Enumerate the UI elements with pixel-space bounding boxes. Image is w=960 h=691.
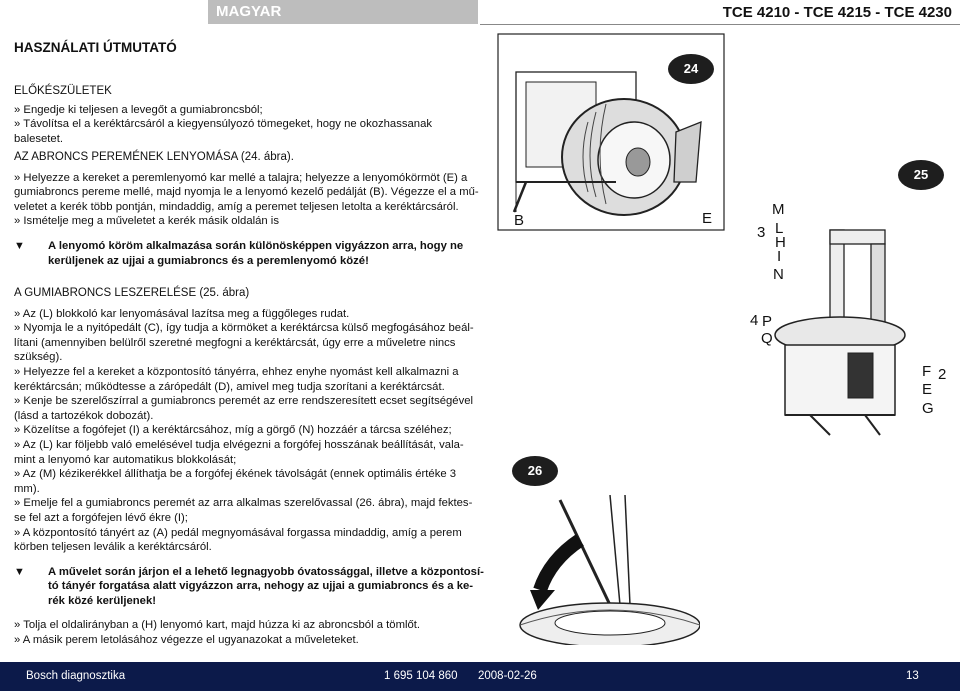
text-line: » A központosító tányért az (A) pedál megnyomásával forgassa mindaddig, amíg a perem [14,526,462,539]
figure-25-label-g: G [922,400,934,417]
figure-26-illustration [500,495,700,645]
warning-line: rék közé kerüljenek! [48,594,157,607]
demount-title: A GUMIABRONCS LESZERELÉSE (25. ábra) [14,287,250,299]
text-line: mint a lenyomó kar automatikus blokkolását; [14,453,237,466]
page-footer [0,662,960,691]
bead-break-section [14,150,484,268]
figure-25-label-i: I [777,248,782,265]
figure-25-label-e: E [922,381,933,398]
text-line: keréktárcsán; működtesse a zárópedált (D), amivel meg tudja szorítani a keréktárcsát. [14,380,445,393]
figure-24-badge: 24 [668,54,714,84]
text-line: » Helyezze a kereket a peremlenyomó kar mellé a talajra; helyezze a lenyomókörmöt (E) a [14,171,468,184]
figure-24-illustration [496,32,726,232]
text-line: » Tolja el oldalirányban a (H) lenyomó kart, majd húzza ki az abroncsból a tömlőt. [14,619,421,632]
figure-24-label-b: B [514,212,525,229]
prep-item: » Engedje ki teljesen a levegőt a gumiabroncsból; [14,103,263,116]
text-line: mm). [14,482,40,495]
text-line: » A másik perem letolásához végezze el ugyanazokat a műveleteket. [14,634,359,647]
text-line: » Az (L) blokkoló kar lenyomásával lazítsa meg a függőleges rudat. [14,307,350,320]
figure-24-label-e: E [702,210,713,227]
prep-title: ELŐKÉSZÜLETEK [14,85,112,97]
text-line: » Emelje fel a gumiabroncs peremét az arra alkalmas szerelővassal (26. ábra), majd fektes- [14,497,473,510]
document-title: HASZNÁLATI ÚTMUTATÓ [14,40,177,55]
warning-line: A lenyomó köröm alkalmazása során különösképpen vigyázzon arra, hogy ne [48,239,464,252]
footer-date: 2008-02-26 [478,670,537,682]
figure-25-label-q: Q [761,330,773,347]
demount-warning [14,565,484,609]
bead-break-title: AZ ABRONCS PEREMÉNEK LENYOMÁSA (24. ábra). [14,151,294,163]
text-line: » Az (L) kar följebb való emelésével tudja elvégezni a forgófej hosszának beállítását, vala- [14,438,464,451]
figure-25-label-2: 2 [938,366,947,383]
warning-line: kerüljenek az ujjai a gumiabroncs és a peremlenyomó közé! [48,254,369,267]
text-line: » Az (M) kézikerékkel állíthatja be a forgófej ékének távolságát (ennek optimális értéke 3 [14,468,457,481]
text-line: » Nyomja le a nyitópedált (C), így tudja a körmöket a keréktárcsa külső megfogásához beál- [14,322,474,335]
footer-company: Bosch diagnosztika [26,670,126,682]
text-line: lítani (amennyiben belülről szeretné megfogni a keréktárcsát, úgy erre a műveletre nincs [14,336,456,349]
figure-25-label-3: 3 [757,224,766,241]
warning-line: tó tányér forgatása alatt vigyázzon arra, nehogy az ujjai a gumiabroncs és a ke- [48,580,474,593]
language-label: MAGYAR [208,0,478,24]
text-line: » Kenje be szerelőszírral a gumiabroncs peremét az erre rendszeresített ecset segítségével [14,395,474,408]
text-line: (lásd a tartozékok dobozát). [14,409,154,422]
figure-25-label-f: F [922,363,932,380]
text-line: » Ismételje meg a műveletet a kerék másik oldalán is [14,215,279,228]
footer-page-number: 13 [906,670,919,682]
figure-25-label-l: L [775,220,784,237]
figure-26-badge: 26 [512,456,558,486]
model-list: TCE 4210 - TCE 4215 - TCE 4230 [722,4,952,21]
header-divider [480,24,960,25]
text-line: » Közelítse a fogófejet (I) a keréktárcsához, míg a görgő (N) hozzáér a tárcsa széléhez; [14,424,452,437]
figure-25-badge: 25 [898,160,944,190]
bead-break-warning [14,239,484,268]
warning-icon: ▼ [14,239,25,252]
demount-section [14,286,484,648]
warning-icon: ▼ [14,565,25,578]
text-line: » Helyezze fel a kereket a központosító tányérra, ehhez enyhe nyomást kell alkalmazni a [14,365,459,378]
figure-25-label-m: M [772,201,785,218]
text-line: körben teljesen leválik a keréktárcsáról. [14,541,212,554]
warning-line: A művelet során járjon el a lehető legnagyobb óvatossággal, illetve a központosí- [48,565,484,578]
figure-25-label-4: 4 [750,312,759,329]
figure-25-label-n: N [773,266,784,283]
text-line: se fel azt a forgófejen lévő ékre (I); [14,511,188,524]
figure-25-label-p: P [762,313,773,330]
figure-25-label-h: H [775,234,786,251]
prep-item: » Távolítsa el a keréktárcsáról a kiegyensúlyozó tömegeket, hogy ne okozhassanak balesetet. [14,118,433,145]
footer-doc-number: 1 695 104 860 [384,670,458,682]
text-line: szükség). [14,351,63,364]
prep-section [14,84,484,146]
figure-25-illustration [770,225,920,440]
text-line: gumiabroncs pereme mellé, majd nyomja le a lenyomó kezelő pedálját (B). Végezze el a mű- [14,186,479,199]
text-line: veletet a kerék több pontján, mindaddig, amíg a peremet teljesen letolta a keréktárcsáról. [14,200,459,213]
